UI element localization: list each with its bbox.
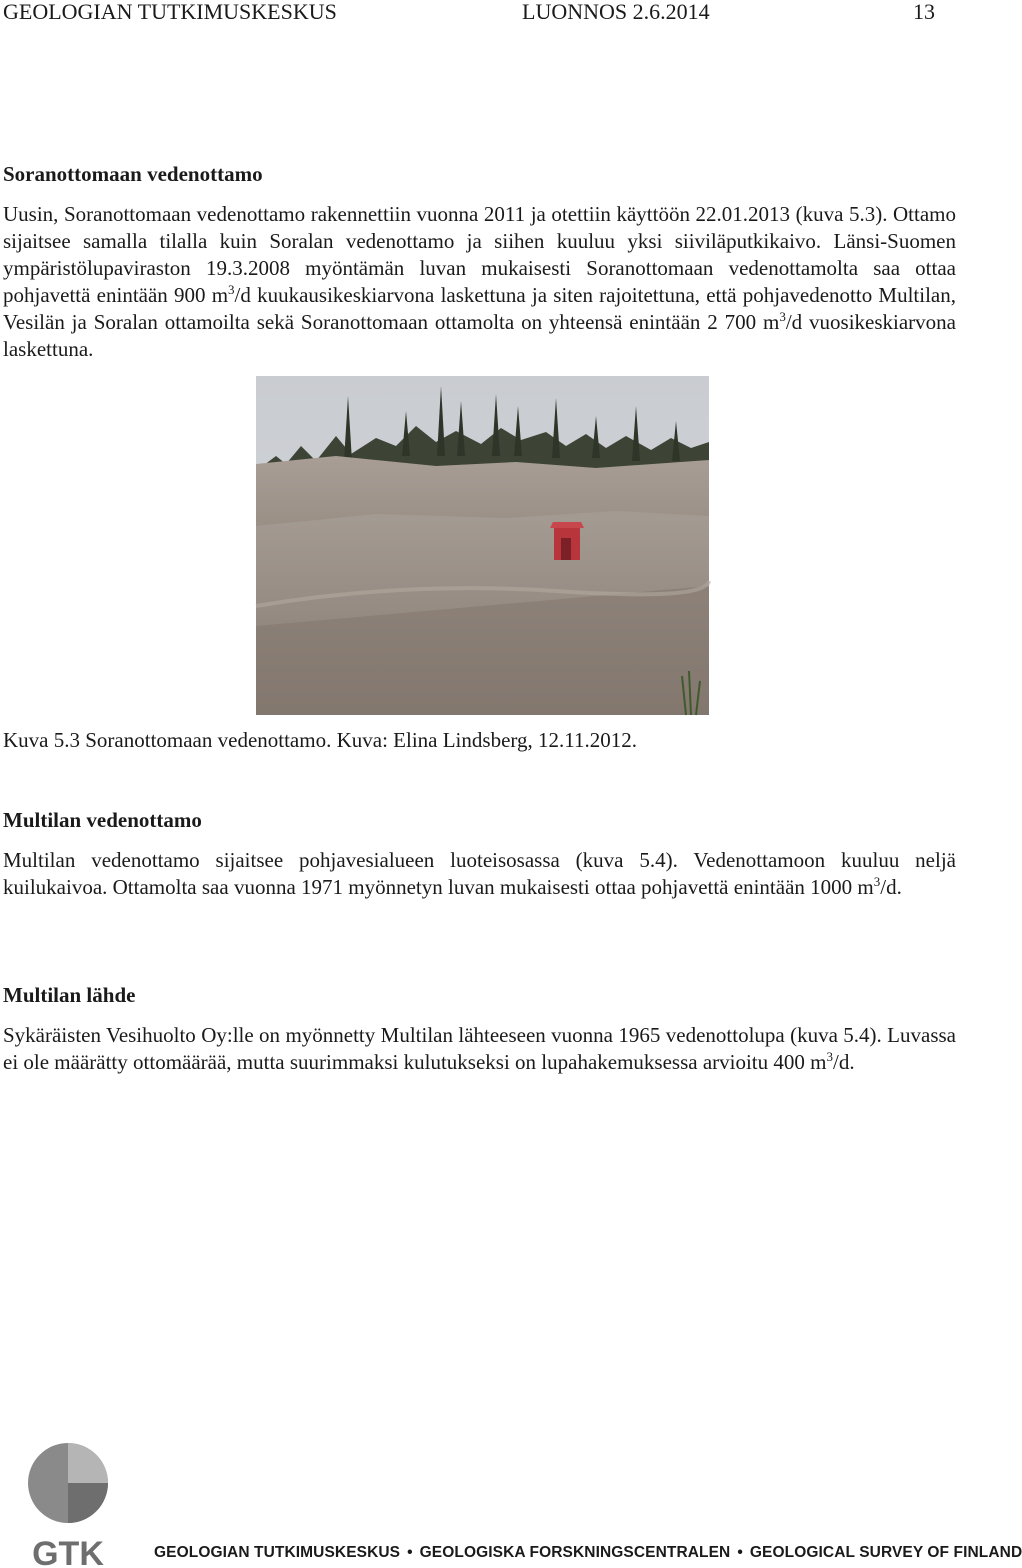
superscript: 3 — [873, 874, 881, 889]
footer-separator: • — [737, 1544, 743, 1561]
footer-org-en: GEOLOGICAL SURVEY OF FINLAND — [749, 1544, 1022, 1561]
section-multilan-lahde — [3, 982, 956, 1076]
header-draft-date: LUONNOS 2.6.2014 — [522, 0, 710, 24]
footer-separator: • — [407, 1544, 413, 1561]
superscript: 3 — [826, 1049, 833, 1064]
paragraph-text: Multilan vedenottamo sijaitsee pohjavesialueen luoteisosassa (kuva 5.4). Vedenottamoon kuuluu neljä kuilukaivoa. Ottamolta saa vuonna 1971 myönnetyn luvan mukaisesti ottaa pohjavettä enintään 1000 m — [3, 848, 956, 899]
pump-house — [550, 522, 584, 560]
paragraph-text: /d vuosikeskiarvona laskettuna. — [3, 310, 956, 361]
figure-caption: Kuva 5.3 Soranottomaan vedenottamo. Kuva: Elina Lindsberg, 12.11.2012. — [3, 728, 637, 752]
section-paragraph — [3, 201, 956, 363]
page-footer — [0, 1435, 1022, 1568]
superscript: 3 — [779, 309, 786, 324]
gtk-logo-icon — [22, 1441, 114, 1568]
gravel-pit-photo — [256, 376, 709, 715]
page-number: 13 — [913, 0, 935, 24]
paragraph-text: Sykäräisten Vesihuolto Oy:lle on myönnetty Multilan lähteeseen vuonna 1965 vedenottolupa (kuva 5.4). Luvassa ei ole määrätty ottomäärää, mutta suurimmaksi kulutukseksi on lupahakemuksessa arvioitu 400 m — [3, 1023, 956, 1074]
footer-org-sv: GEOLOGISKA FORSKNINGSCENTRALEN — [419, 1544, 731, 1561]
paragraph-text: /d kuukausikeskiarvona laskettuna ja siten rajoitettuna, että pohjavedenotto Multilan, Vesilän ja Soralan ottamoilta sekä Soranottomaan ottamolta on yhteensä enintään 2 700 m — [3, 283, 956, 334]
section-soranottomaa — [3, 161, 956, 363]
section-title: Soranottomaan vedenottamo — [3, 162, 263, 186]
section-paragraph — [3, 1022, 956, 1076]
footer-org-fi: GEOLOGIAN TUTKIMUSKESKUS — [154, 1544, 401, 1561]
header-organization: GEOLOGIAN TUTKIMUSKESKUS — [3, 0, 337, 24]
paragraph-text: Uusin, Soranottomaan vedenottamo rakennettiin vuonna 2011 ja otettiin käyttöön 22.01.2013 (kuva 5.3). Ottamo sijaitsee samalla tilalla kuin Soralan vedenottamo ja siihen kuuluu yksi siiviläputkikaivo. Länsi-Suomen ympäristölupaviraston 19.3.2008 myöntämän luvan mukaisesti Soranottomaan vedenottamolta saa ottaa pohjavettä enintään 900 m — [3, 202, 956, 307]
gtk-logo-text: GTK — [32, 1535, 104, 1568]
section-title: Multilan lähde — [3, 983, 136, 1007]
footer-organizations — [154, 1544, 1022, 1562]
section-title: Multilan vedenottamo — [3, 808, 202, 832]
section-multilan-vedenottamo — [3, 807, 956, 901]
paragraph-text: /d. — [880, 875, 902, 899]
paragraph-text: /d. — [832, 1050, 855, 1074]
superscript: 3 — [228, 282, 235, 297]
section-paragraph — [3, 847, 956, 901]
